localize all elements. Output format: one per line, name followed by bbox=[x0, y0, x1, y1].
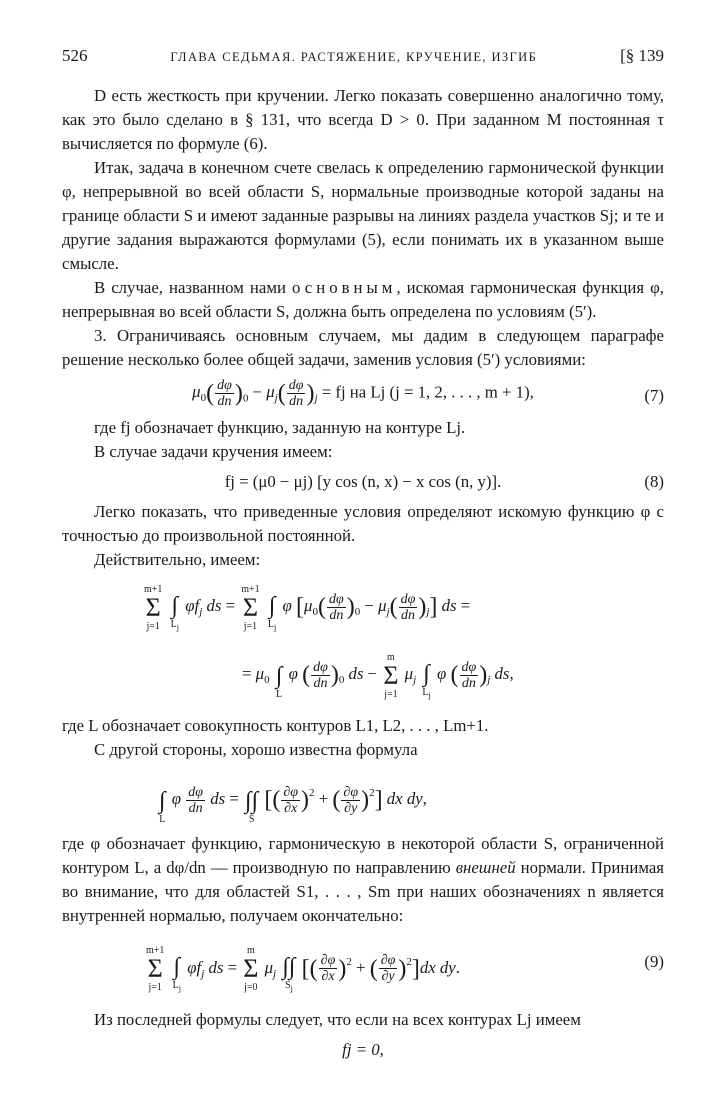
equation-sum: m+1 Σ j=1 ∫ $L_j$ $\varphi f_j$ ds = m+1 Σ j=1 ∫ $L_j$ φ [$\mu_0$( $\frac{d\varphi}{dn}$ )$_0 - \mu_j$( $\frac{d\varphi}{dn}$ )$_j$] ds = bbox=[144, 583, 471, 632]
equation-7-rest: = fj на Lj (j = 1, 2, . . . , m + 1), bbox=[321, 382, 534, 402]
equation-9: m+1 Σ j=1 ∫ $L_j$ $\varphi f_j$ ds = m Σ j=0 $\mu_j$ ∫∫ $S_j$ [( $\frac{\partial\varphi}{\partial x}$ )$^2$ + ( $\frac{\partial\varphi}{\partial y}$ )$^2$]dx dy. (9) bbox=[62, 934, 664, 1002]
paragraph-11: где φ обозначает функцию, гармоническую в некоторой области S, ограниченной контуром L, а dφ/dn — производную по направлению внешней нормали. Принимая во внимание, что для областей S1, . . . , Sm при наших обозначениях n является внутренней нормалью, получаем окончательно: bbox=[62, 833, 665, 925]
equation-7-number: (7) bbox=[644, 386, 664, 405]
equation-8-body: fj = (μ0 − μj) [y cos (n, x) − x cos (n, y)]. bbox=[224, 472, 502, 492]
equation-final bbox=[62, 1038, 664, 1062]
emphasis-osnovnym: основным bbox=[291, 278, 397, 297]
equation-8 bbox=[62, 470, 664, 494]
paragraph-5: где fj обозначает функцию, заданную на контуре Lj. bbox=[94, 418, 466, 438]
emphasis-vneshnei: внешней bbox=[455, 857, 516, 877]
paragraph-10: С другой стороны, хорошо известна формула bbox=[94, 740, 418, 760]
chapter-title: ГЛАВА СЕДЬМАЯ. РАСТЯЖЕНИЕ, КРУЧЕНИЕ, ИЗГИБ bbox=[170, 50, 538, 64]
paragraph-9: где L обозначает совокупность контуров L1, L2, . . . , Lm+1. bbox=[62, 716, 489, 736]
page-number: 526 bbox=[62, 46, 88, 65]
paragraph-3: В случае, названном нами основным, искомая гармоническая функция φ, непрерывная во всей области S, должна быть определена по условиям (5′). bbox=[62, 278, 665, 321]
paragraph-2: Итак, задача в конечном счете свелась к определению гармонической функции φ, непрерывной во всей области S, нормальные производные которой заданы на границе области S и имеют заданные разрывы на линиях раздела участков Sj; и те и другие задания выражаются формулами (5), если понимать их в указанном выше смысле. bbox=[62, 158, 664, 273]
page-header bbox=[62, 46, 664, 66]
paragraph-4: 3. Ограничиваясь основным случаем, мы дадим в следующем параграфе решение несколько более общей задачи, заменив условия (5′) условиями: bbox=[62, 326, 664, 369]
paragraph-1: D есть жесткость при кручении. Легко показать совершенно аналогично тому, как это было сделано в § 131, что всегда D > 0. При заданном M постоянная τ вычисляется по формуле (6). bbox=[62, 86, 664, 153]
paragraph-12: Из последней формулы следует, что если на всех контурах Lj имеем bbox=[94, 1009, 581, 1029]
equation-9-number: (9) bbox=[644, 951, 664, 971]
section-number: [§ 139 bbox=[620, 46, 664, 65]
equation-7: $\mu_0$( $\frac{d\varphi}{dn}$ )$_0 - \mu_j$( $\frac{d\varphi}{dn}$ )$_j$ = fj на Lj (j = 1, 2, . . . , m + 1), (7) bbox=[192, 378, 664, 409]
page bbox=[62, 46, 664, 1068]
equation-final-body: fj = 0, bbox=[342, 1039, 384, 1059]
equation-green: ∫ L φ $\frac{d\varphi}{dn}$ ds = ∫∫ S [( $\frac{\partial\varphi}{\partial x}$ )$^2$ + ( $\frac{\partial\varphi}{\partial y}$ )$^2$] dx dy, bbox=[159, 785, 427, 825]
equation-8-number: (8) bbox=[644, 472, 664, 492]
equation-sum-line2: = $\mu_0$ ∫ L φ ( $\frac{d\varphi}{dn}$ )$_0$ ds − m Σ j=1 $\mu_j$ ∫ $L_j$ φ ( $\frac{d\varphi}{dn}$ )$_j$ ds, bbox=[242, 651, 514, 700]
paragraph-6: В случае задачи кручения имеем: bbox=[94, 442, 333, 462]
paragraph-8: Действительно, имеем: bbox=[94, 550, 261, 570]
paragraph-7: Легко показать, что приведенные условия определяют искомую функцию φ с точностью до произвольной постоянной. bbox=[62, 502, 664, 546]
